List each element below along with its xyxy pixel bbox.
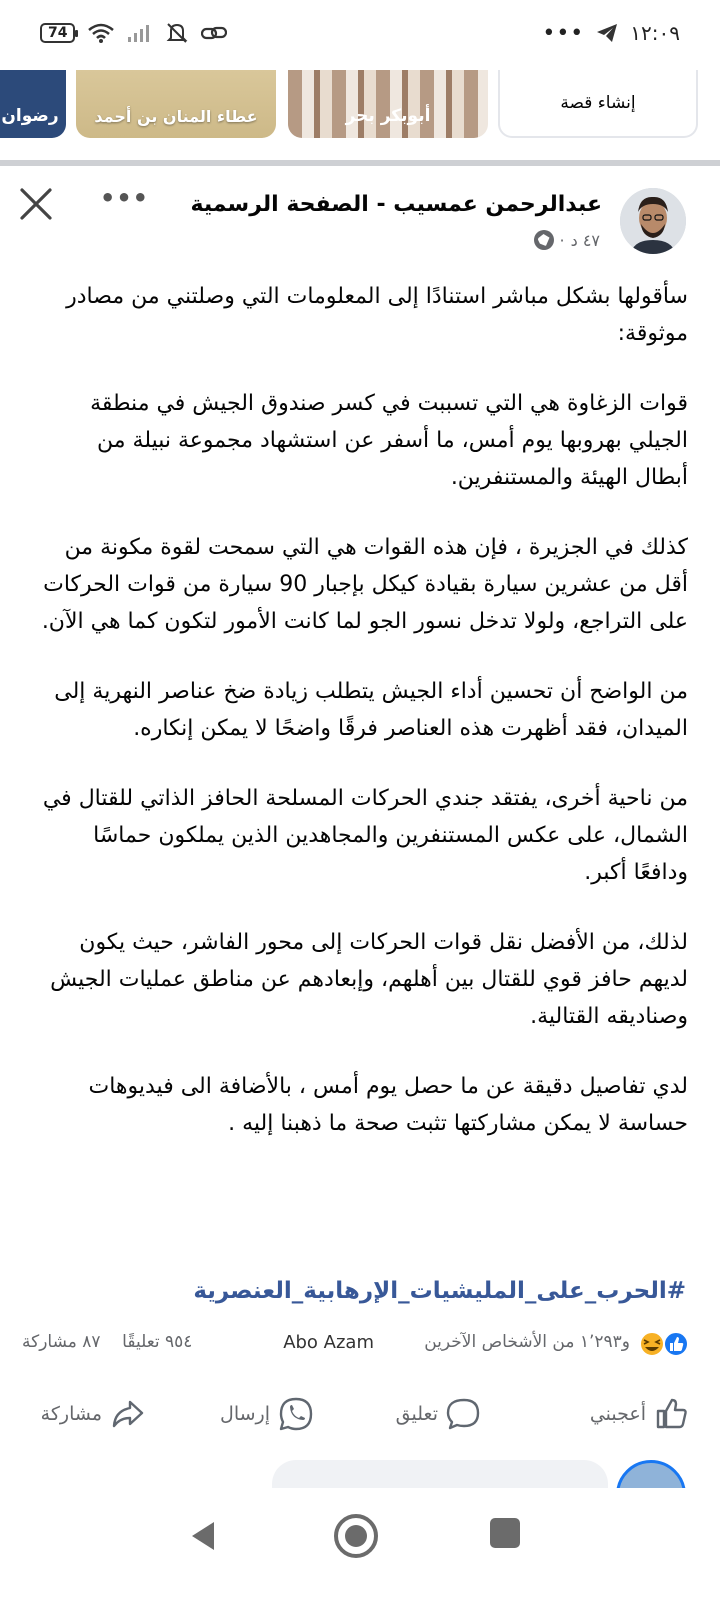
commenter-avatar[interactable] — [616, 1460, 686, 1488]
create-story-card[interactable] — [498, 70, 698, 138]
post-time[interactable]: ٤٧ د — [570, 230, 600, 250]
comments-count[interactable]: ٩٥٤ تعليقًا — [122, 1332, 193, 1352]
recent-apps-icon[interactable] — [490, 1518, 520, 1548]
story-card-radwan[interactable] — [0, 70, 66, 138]
more-icon: ••• — [542, 20, 585, 46]
post-paragraph: لدي تفاصيل دقيقة عن ما حصل يوم أمس ، بالأضافة الى فيديوهات حساسة لا يمكن مشاركتها تثبت صحة ما ذهبنا إليه . — [88, 1074, 688, 1136]
comment-bubble[interactable] — [272, 1460, 608, 1488]
comment-share-counts[interactable] — [22, 1332, 192, 1352]
story-name: عطاء المنان بن أحمد — [94, 107, 258, 126]
comment-preview — [0, 1460, 720, 1488]
home-icon[interactable] — [330, 1510, 382, 1562]
globe-icon — [534, 230, 554, 250]
post-paragraph: لذلك، من الأفضل نقل قوات الحركات إلى محور الفاشر، حيث يكون لديهم حافز قوي للقتال بين أهلهم، وإبعادهم عن مناطق عمليات الجيش وصناديقه القتالية. — [50, 930, 688, 1029]
share-label: مشاركة — [40, 1403, 102, 1425]
post-action-bar — [0, 1384, 720, 1444]
avatar-image — [620, 188, 686, 254]
section-divider — [0, 160, 720, 166]
thumbs-up-icon — [654, 1396, 690, 1432]
post-more-icon[interactable]: ••• — [100, 184, 150, 212]
share-button[interactable] — [41, 1384, 146, 1444]
post-author-name[interactable]: عبدالرحمن عمسيب - الصفحة الرسمية — [190, 192, 602, 217]
story-card-ata[interactable] — [76, 70, 276, 138]
back-icon[interactable] — [184, 1516, 224, 1556]
post-hashtag[interactable]: #الحرب_على_المليشيات_الإرهابية_العنصرية — [193, 1278, 686, 1304]
send-label: إرسال — [220, 1403, 270, 1425]
mute-icon — [165, 22, 189, 44]
like-button[interactable] — [590, 1384, 690, 1444]
status-left-icons — [40, 22, 227, 44]
post-paragraph: كذلك في الجزيرة ، فإن هذه القوات هي التي سمحت لقوة مكونة من أقل من عشرين سيارة بقيادة كيكل بإجبار 90 سيارة من قوات الحركات على التراجع، ولولا تدخل نسور الجو لما كانت الأمور لتكون كما هي الآن. — [41, 535, 688, 634]
reaction-others-count: و١٬٢٩٣ من الأشخاص الآخرين — [424, 1332, 630, 1352]
comment-label: تعليق — [395, 1403, 438, 1425]
telegram-icon — [596, 23, 618, 43]
reaction-icons — [634, 1330, 690, 1358]
author-avatar[interactable] — [620, 188, 686, 254]
like-label: أعجبني — [589, 1403, 646, 1425]
post-paragraph: قوات الزغاوة هي التي تسببت في كسر صندوق الجيش في منطقة الجيلي بهروبها يوم أمس، ما أسفر عن استشهاد مجموعة نبيلة من أبطال الهيئة والمستنفرين. — [90, 391, 688, 490]
battery-icon: 74 — [40, 23, 75, 43]
link-icon — [201, 23, 227, 43]
post-header — [0, 186, 720, 270]
shares-count[interactable]: ٨٧ مشاركة — [22, 1332, 101, 1352]
post-paragraph: سأقولها بشكل مباشر استنادًا إلى المعلومات التي وصلتني من مصادر موثوقة: — [66, 284, 688, 346]
story-card-abubakr[interactable] — [288, 70, 488, 138]
status-bar — [0, 0, 720, 66]
signal-icon — [127, 23, 153, 43]
share-icon — [110, 1396, 146, 1432]
create-story-label: إنشاء قصة — [560, 93, 636, 113]
separator-dot: · — [559, 230, 565, 250]
haha-reaction-icon — [640, 1332, 664, 1356]
send-button[interactable] — [220, 1384, 314, 1444]
reactions-summary[interactable] — [0, 1328, 720, 1360]
comment-button[interactable] — [396, 1384, 482, 1444]
whatsapp-icon — [278, 1396, 314, 1432]
story-name: رضوان — [1, 106, 59, 126]
comment-icon — [446, 1396, 482, 1432]
post-meta — [534, 230, 601, 250]
stories-row — [0, 70, 720, 140]
post-body — [38, 278, 688, 1175]
wifi-icon — [87, 22, 115, 44]
story-name: أبوبكر بحر — [345, 106, 431, 126]
system-nav-bar — [0, 1488, 720, 1600]
status-time: ١٢:٠٩ — [630, 21, 680, 45]
close-icon[interactable] — [18, 186, 54, 222]
reaction-names: Abo Azam — [283, 1332, 374, 1353]
post-paragraph: من الواضح أن تحسين أداء الجيش يتطلب زيادة ضخ عناصر النهرية إلى الميدان، فقد أظهرت هذه العناصر فرقًا واضحًا لا يمكن إنكاره. — [54, 679, 688, 741]
status-right — [542, 21, 680, 46]
post-paragraph: من ناحية أخرى، يفتقد جندي الحركات المسلحة الحافز الذاتي للقتال في الشمال، على عكس المستنفرين والمجاهدين الذين يملكون حماسًا ودافعًا أكبر. — [42, 786, 688, 885]
